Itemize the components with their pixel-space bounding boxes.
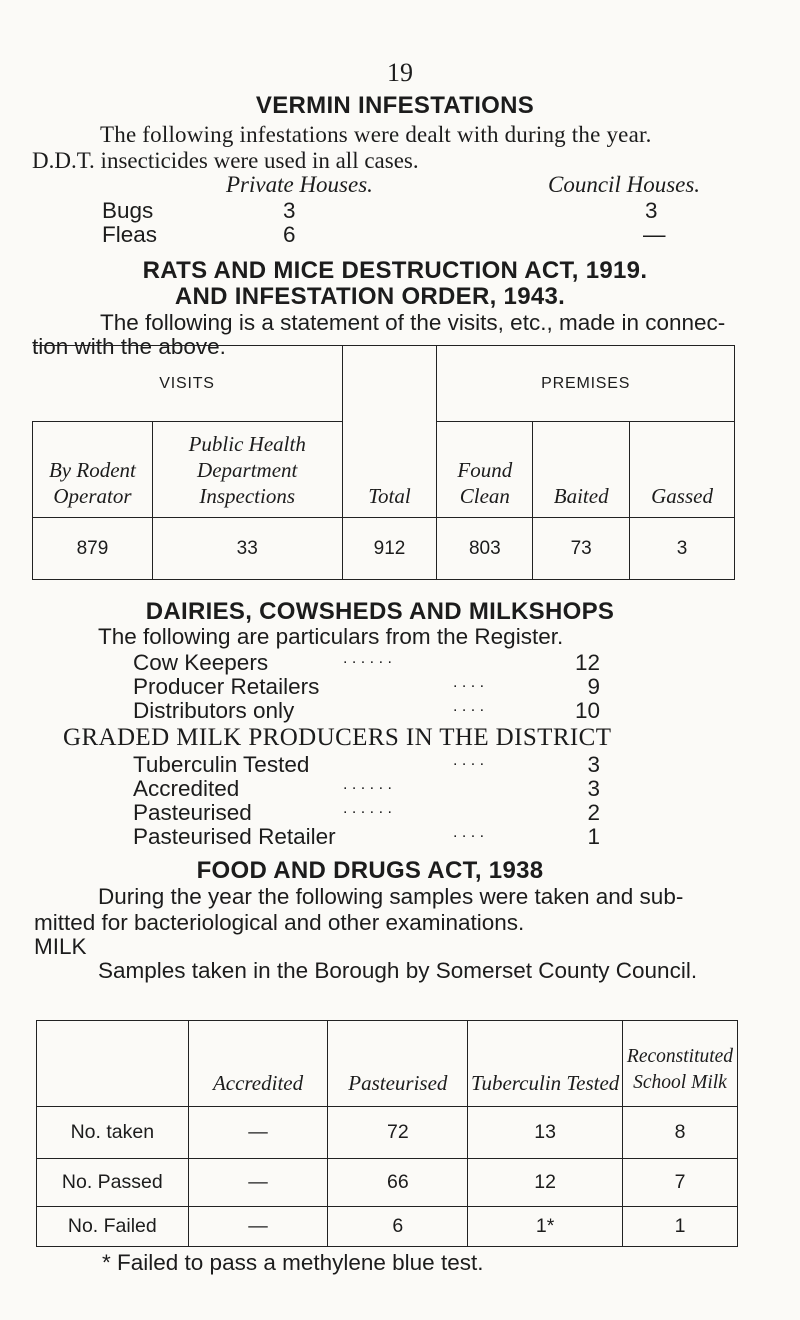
- cell-value: —: [188, 1159, 328, 1207]
- dairies-row-value: 12: [574, 650, 600, 675]
- vermin-row-label: Fleas: [102, 222, 158, 247]
- col-private-houses: Private Houses.: [226, 172, 373, 197]
- premises-header: PREMISES: [437, 346, 735, 422]
- row-label-no-failed: No. Failed: [37, 1207, 189, 1247]
- cell-value: 803: [437, 518, 533, 580]
- cell-value: —: [188, 1107, 328, 1159]
- cell-value: 6: [328, 1207, 468, 1247]
- cell-value: 912: [342, 518, 437, 580]
- rats-heading-1: RATS AND MICE DESTRUCTION ACT, 1919.: [142, 257, 648, 284]
- col-ph-inspections: Public Health Department Inspections: [152, 422, 342, 518]
- page-number: 19: [387, 58, 413, 87]
- rats-line2: tion with the above.: [32, 334, 226, 359]
- rats-heading-2: AND INFESTATION ORDER, 1943.: [174, 283, 566, 310]
- vermin-row-label: Bugs: [102, 198, 154, 223]
- cell-value: 73: [533, 518, 630, 580]
- col-rodent-operator: By Rodent Operator: [33, 422, 153, 518]
- food-line1: During the year the following samples were taken and sub-: [98, 884, 684, 909]
- graded-row-label: Accredited: [133, 776, 240, 801]
- col-tuberculin-tested: Tuberculin Tested: [468, 1021, 623, 1107]
- vermin-row-private: 3: [283, 198, 296, 223]
- col-found-clean: Found Clean: [437, 422, 533, 518]
- cell-value: —: [188, 1207, 328, 1247]
- cell-value: 7: [623, 1159, 738, 1207]
- col-pasteurised: Pasteurised: [328, 1021, 468, 1107]
- corner-cell: [37, 1021, 189, 1107]
- cell-value: 1*: [468, 1207, 623, 1247]
- dairies-row-value: 10: [574, 698, 600, 723]
- dairies-row-label: Cow Keepers: [133, 650, 269, 675]
- milk-label: MILK: [34, 934, 87, 959]
- vermin-row-council: —: [643, 222, 666, 247]
- col-accredited: Accredited: [188, 1021, 328, 1107]
- cell-value: 879: [33, 518, 153, 580]
- graded-row-dots: . . . . . .: [343, 776, 392, 793]
- graded-row-value: 1: [587, 824, 600, 849]
- food-line2: mitted for bacteriological and other examinations.: [34, 910, 525, 935]
- cell-value: 8: [623, 1107, 738, 1159]
- cell-value: 66: [328, 1159, 468, 1207]
- rodent-visits-table: [32, 345, 735, 580]
- col-gassed: Gassed: [630, 422, 735, 518]
- cell-value: 72: [328, 1107, 468, 1159]
- vermin-row-private: 6: [283, 222, 296, 247]
- col-reconstituted-school-milk: Reconstituted School Milk: [623, 1021, 738, 1107]
- food-heading: FOOD AND DRUGS ACT, 1938: [196, 857, 544, 884]
- dairies-heading: DAIRIES, COWSHEDS AND MILKSHOPS: [145, 598, 615, 625]
- rats-line1: The following is a statement of the visits, etc., made in connec-: [100, 310, 726, 335]
- graded-row-label: Tuberculin Tested: [133, 752, 310, 777]
- dairies-row-value: 9: [587, 674, 600, 699]
- vermin-line2: D.D.T. insecticides were used in all cases.: [32, 148, 419, 173]
- graded-row-value: 3: [587, 752, 600, 777]
- graded-heading: GRADED MILK PRODUCERS IN THE DISTRICT: [63, 724, 612, 751]
- row-label-no-passed: No. Passed: [37, 1159, 189, 1207]
- graded-row-value: 3: [587, 776, 600, 801]
- graded-row-value: 2: [587, 800, 600, 825]
- dairies-row-label: Distributors only: [133, 698, 295, 723]
- cell-value: 3: [630, 518, 735, 580]
- dairies-row-dots: . . . .: [453, 674, 485, 691]
- row-label-no-taken: No. taken: [37, 1107, 189, 1159]
- graded-row-dots: . . . . . .: [343, 800, 392, 817]
- graded-row-dots: . . . .: [453, 824, 485, 841]
- milk-samples-table: [36, 1020, 738, 1247]
- dairies-row-dots: . . . . . .: [343, 650, 392, 667]
- cell-value: 1: [623, 1207, 738, 1247]
- dairies-intro: The following are particulars from the Register.: [98, 624, 564, 649]
- footnote: * Failed to pass a methylene blue test.: [102, 1250, 484, 1275]
- col-baited: Baited: [533, 422, 630, 518]
- dairies-row-label: Producer Retailers: [133, 674, 320, 699]
- graded-row-dots: . . . .: [453, 752, 485, 769]
- vermin-row-council: 3: [645, 198, 658, 223]
- col-council-houses: Council Houses.: [548, 172, 701, 197]
- cell-value: 13: [468, 1107, 623, 1159]
- cell-value: 12: [468, 1159, 623, 1207]
- visits-header: VISITS: [33, 346, 343, 422]
- graded-row-label: Pasteurised: [133, 800, 252, 825]
- cell-value: 33: [152, 518, 342, 580]
- col-total: Total: [342, 346, 437, 518]
- samples-line: Samples taken in the Borough by Somerset County Council.: [98, 958, 698, 983]
- vermin-line1: The following infestations were dealt with during the year.: [100, 122, 652, 147]
- vermin-heading: VERMIN INFESTATIONS: [255, 92, 535, 119]
- dairies-row-dots: . . . .: [453, 698, 485, 715]
- graded-row-label: Pasteurised Retailer: [133, 824, 336, 849]
